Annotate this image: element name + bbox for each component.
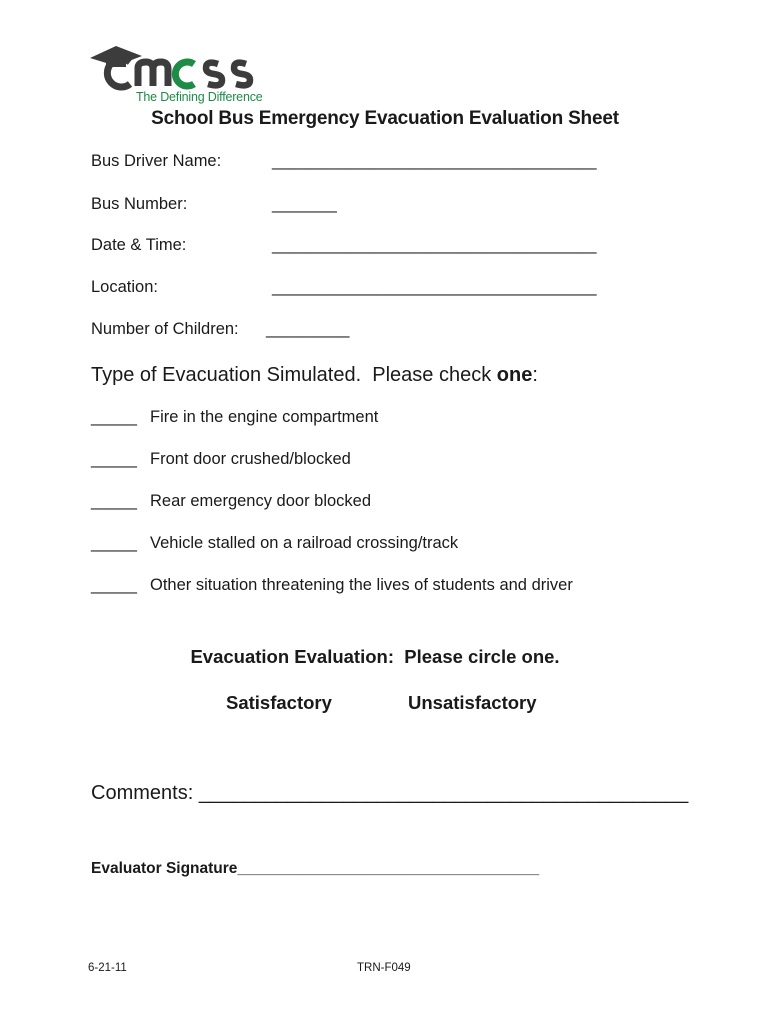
bus-driver-name-line[interactable]: ___________________________________: [272, 152, 597, 170]
bus-number-label: Bus Number:: [91, 195, 188, 213]
option-check-blank[interactable]: _____: [91, 408, 137, 426]
number-of-children-label: Number of Children:: [91, 320, 239, 338]
option-label: Vehicle stalled on a railroad crossing/track: [150, 534, 459, 552]
date-time-line[interactable]: ___________________________________: [272, 236, 597, 254]
evaluation-heading: Evacuation Evaluation: Please circle one.: [190, 646, 560, 667]
comments-field[interactable]: [91, 782, 688, 805]
choice-unsatisfactory[interactable]: Unsatisfactory: [408, 692, 537, 713]
evacuation-type-heading-prefix: Type of Evacuation Simulated. Please check: [91, 364, 497, 386]
choice-satisfactory[interactable]: Satisfactory: [226, 692, 332, 713]
bus-driver-name-label: Bus Driver Name:: [91, 152, 222, 170]
location-line[interactable]: ___________________________________: [272, 278, 597, 296]
logo-tagline: The Defining Difference: [136, 90, 263, 104]
option-check-blank[interactable]: _____: [91, 576, 137, 594]
number-of-children-line[interactable]: _________: [266, 320, 350, 338]
option-label: Other situation threatening the lives of students and driver: [150, 576, 573, 594]
evaluator-signature-field[interactable]: [91, 860, 539, 878]
evaluator-signature-label: Evaluator Signature: [91, 860, 238, 877]
option-label: Fire in the engine compartment: [150, 408, 379, 426]
option-check-blank[interactable]: _____: [91, 450, 137, 468]
location-label: Location:: [91, 278, 158, 296]
evacuation-type-heading: [91, 364, 538, 387]
date-time-label: Date & Time:: [91, 236, 187, 254]
footer-date: 6-21-11: [88, 962, 127, 974]
comments-label: Comments:: [91, 782, 194, 804]
option-label: Rear emergency door blocked: [150, 492, 372, 510]
option-check-blank[interactable]: _____: [91, 534, 137, 552]
footer-form-code: TRN-F049: [357, 962, 411, 974]
option-check-blank[interactable]: _____: [91, 492, 137, 510]
comments-line[interactable]: ____________________________________________: [198, 782, 689, 804]
evacuation-type-heading-emphasis: one: [496, 364, 533, 386]
evaluator-signature-line[interactable]: ___________________________________: [237, 860, 540, 877]
option-label: Front door crushed/blocked: [150, 450, 351, 468]
evacuation-type-heading-suffix: :: [532, 364, 538, 386]
page-title: School Bus Emergency Evacuation Evaluation Sheet: [151, 108, 619, 129]
bus-number-line[interactable]: _______: [272, 195, 337, 213]
